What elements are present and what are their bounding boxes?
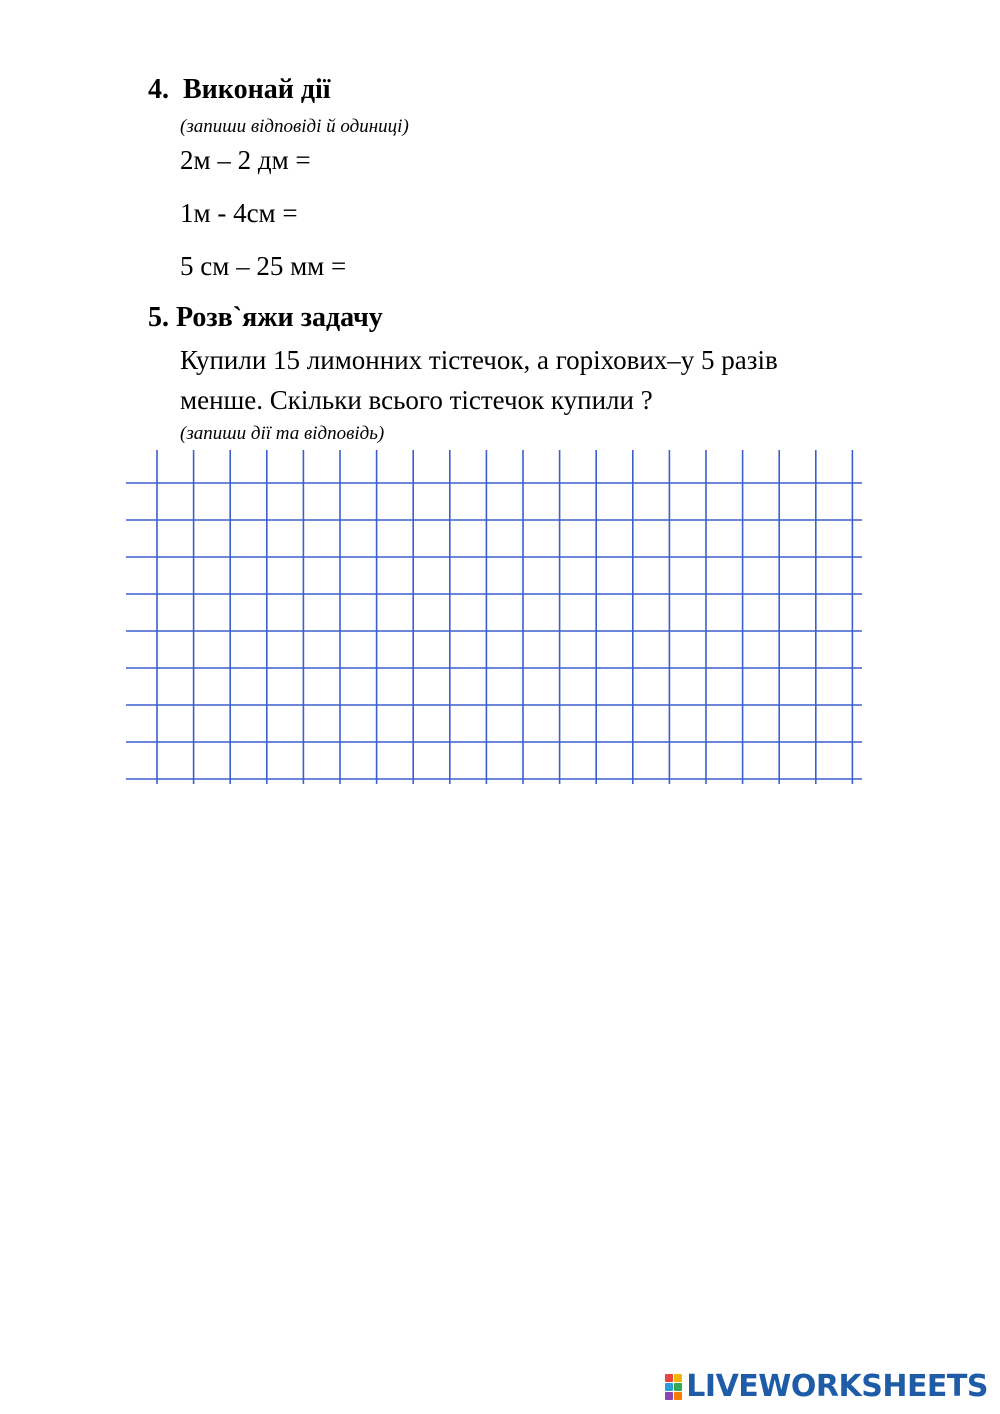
expression-1: 2м – 2 дм = [180, 145, 311, 175]
logo-mark-square [674, 1383, 682, 1391]
answer-grid[interactable] [120, 446, 868, 788]
logo-mark-square [665, 1374, 673, 1382]
problem-line-2: менше. Скільки всього тістечок купили ? [180, 385, 653, 415]
logo-mark-square [665, 1392, 673, 1400]
expression-3: 5 см – 25 мм = [180, 251, 347, 281]
problem-line-1: Купили 15 лимонних тістечок, а горіхових–у 5 разів [180, 345, 778, 375]
task-4-heading: Виконай дії [183, 74, 331, 105]
task-4-title [148, 74, 331, 106]
logo-text: LIVEWORKSHEETS [686, 1369, 988, 1404]
logo-mark-square [665, 1383, 673, 1391]
task-4-number: 4. [148, 74, 169, 105]
task-4-hint: (запиши відповіді й одиниці) [180, 116, 409, 137]
expression-2: 1м - 4см = [180, 198, 298, 228]
task-5-title: 5. Розв`яжи задачу [148, 302, 383, 333]
task-5-hint: (запиши дії та відповідь) [180, 423, 385, 444]
problem-text [180, 340, 880, 420]
liveworksheets-logo [665, 1369, 988, 1404]
logo-mark-square [674, 1374, 682, 1382]
logo-mark-icon [665, 1374, 682, 1400]
logo-mark-square [674, 1392, 682, 1400]
